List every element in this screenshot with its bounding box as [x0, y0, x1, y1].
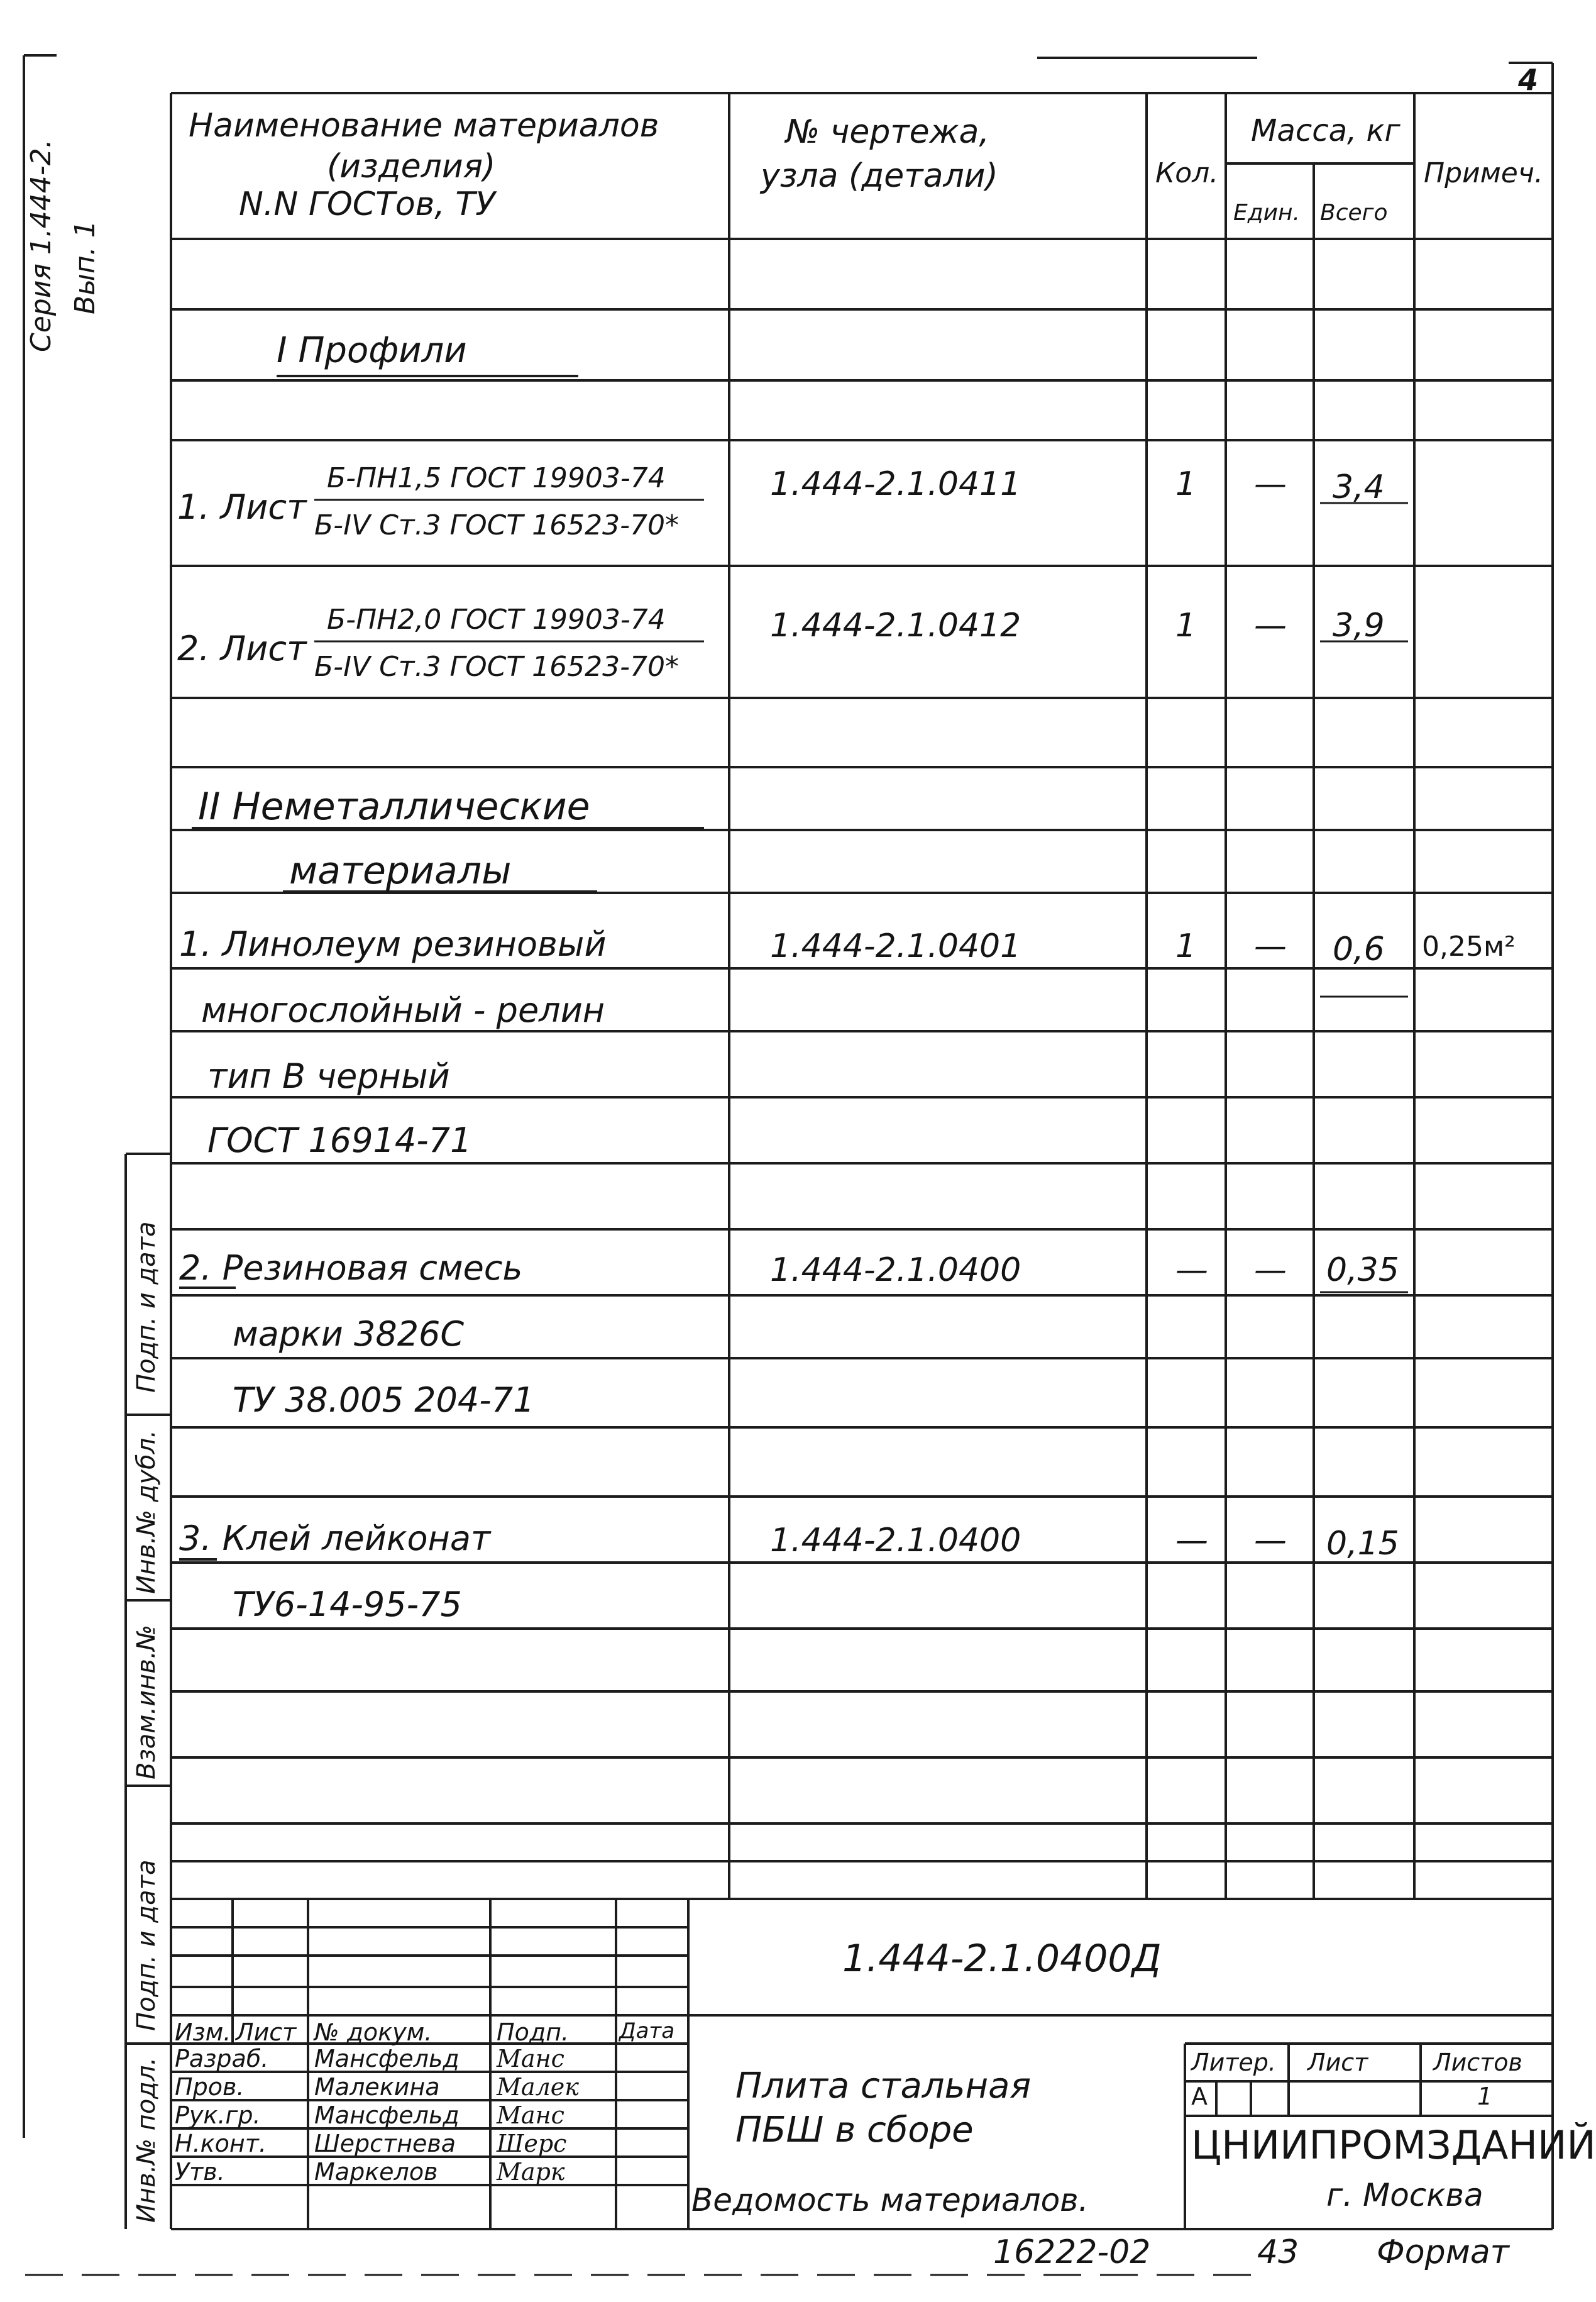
header-name-line1: Наименование материалов [189, 107, 659, 145]
footer-sheet: 43 [1257, 2233, 1299, 2271]
name-prov: Малекина [314, 2073, 440, 2101]
role-prov: Пров. [175, 2073, 245, 2101]
item-1-frac-top: Б-ПН1,5 ГОСТ 19903-74 [327, 462, 666, 494]
item-1-drawing: 1.444-2.1.0411 [770, 465, 1021, 503]
nonmetal-1-line1: 1. Линолеум резиновый [179, 924, 607, 964]
nonmetal-1-line2: многослойный - релин [201, 990, 605, 1030]
name-razrab: Мансфельд [314, 2045, 460, 2072]
item-2-prefix: 2. Лист [177, 629, 307, 668]
nonmetal-1-total: 0,6 [1333, 931, 1385, 968]
header-drawing-line1: № чертежа, [786, 113, 989, 151]
liter-label: Литер. [1191, 2049, 1276, 2076]
footer-format: Формат [1377, 2233, 1509, 2271]
name-utv: Маркелов [314, 2158, 438, 2186]
nonmetal-1-line4: ГОСТ 16914-71 [207, 1121, 472, 1160]
margin-podp-data-1: Подп. и дата [132, 1221, 161, 1393]
header-mass-unit: Един. [1233, 200, 1301, 226]
section-nonmetal-line1: II Неметаллические [198, 785, 590, 829]
item-2-frac-bottom: Б-IV Ст.3 ГОСТ 16523-70* [314, 651, 680, 683]
header-note: Примеч. [1424, 157, 1543, 189]
nonmetal-2-line3: ТУ 38.005 204-71 [233, 1380, 535, 1420]
nonmetal-1-unit: — [1254, 927, 1287, 965]
nonmetal-2-drawing: 1.444-2.1.0400 [770, 1251, 1021, 1289]
item-1-total: 3,4 [1333, 468, 1385, 506]
org-name: ЦНИИПРОМЗДАНИЙ [1191, 2122, 1596, 2168]
listov-label: Листов [1433, 2049, 1522, 2076]
margin-inv-podl: Инв.№ подл. [132, 2057, 161, 2223]
header-name-line3: N.N ГОСТов, ТУ [239, 185, 495, 223]
margin-inv-dubl: Инв.№ дубл. [132, 1430, 161, 1594]
nonmetal-3-drawing: 1.444-2.1.0400 [770, 1522, 1021, 1559]
page-number: 4 [1518, 63, 1539, 97]
nonmetal-2-qty: — [1175, 1251, 1208, 1289]
header-mass-total: Всего [1320, 200, 1388, 226]
nonmetal-1-line3: тип В черный [207, 1056, 450, 1096]
item-1-qty: 1 [1175, 465, 1197, 503]
nonmetal-2-line2: марки 3826С [233, 1314, 465, 1354]
nonmetal-3-qty: — [1175, 1522, 1208, 1559]
section-nonmetal-line2: материалы [289, 849, 512, 893]
role-razrab: Разраб. [175, 2045, 269, 2072]
item-1-unit: — [1254, 465, 1287, 503]
doc-code: 1.444-2.1.0400Д [842, 1937, 1162, 1981]
header-name-line2: (изделия) [327, 148, 496, 185]
title-line2: ПБШ в сборе [735, 2110, 974, 2150]
item-2-frac-top: Б-ПН2,0 ГОСТ 19903-74 [327, 604, 666, 636]
col-data: Дата [619, 2018, 675, 2044]
title-subtitle: Ведомость материалов. [691, 2182, 1089, 2218]
col-doc-no: № докум. [314, 2018, 432, 2046]
name-nkont: Шерстнева [314, 2130, 456, 2157]
item-1-prefix: 1. Лист [177, 487, 307, 527]
nonmetal-2-line1: 2. Резиновая смесь [179, 1248, 523, 1288]
item-2-drawing: 1.444-2.1.0412 [770, 607, 1021, 645]
margin-vzam-inv: Взам.инв.№ [132, 1624, 161, 1779]
nonmetal-3-unit: — [1254, 1522, 1287, 1559]
nonmetal-2-total: 0,35 [1326, 1251, 1399, 1289]
col-podp: Подп. [497, 2018, 570, 2046]
sign-prov: Малек [497, 2073, 579, 2101]
nonmetal-3-line2: ТУ6-14-95-75 [233, 1585, 462, 1624]
nonmetal-2-unit: — [1254, 1251, 1287, 1289]
item-1-frac-bottom: Б-IV Ст.3 ГОСТ 16523-70* [314, 509, 680, 541]
sign-nkont: Шерс [497, 2130, 567, 2157]
nonmetal-3-line1: 3. Клей лейконат [179, 1519, 491, 1558]
sign-ruk: Манс [497, 2101, 564, 2129]
header-qty: Кол. [1155, 157, 1219, 189]
role-ruk: Рук.гр. [175, 2101, 261, 2129]
list-label: Лист [1307, 2049, 1368, 2076]
footer-code: 16222-02 [993, 2233, 1151, 2271]
series-issue: Вып. 1 [69, 220, 101, 314]
series-label: Серия 1.444-2. [25, 139, 57, 352]
liter-value: А [1191, 2083, 1208, 2110]
listov-value: 1 [1477, 2083, 1493, 2110]
nonmetal-1-drawing: 1.444-2.1.0401 [770, 927, 1021, 965]
role-utv: Утв. [175, 2158, 225, 2186]
item-2-unit: — [1254, 607, 1287, 645]
sign-razrab: Манс [497, 2045, 564, 2072]
header-drawing-line2: узла (детали) [761, 157, 998, 195]
nonmetal-3-total: 0,15 [1326, 1525, 1399, 1563]
nonmetal-1-note: 0,25м² [1422, 931, 1516, 963]
item-2-total: 3,9 [1333, 607, 1385, 645]
sign-utv: Марк [497, 2158, 565, 2186]
section-profiles: I Профили [277, 330, 467, 371]
org-city: г. Москва [1326, 2177, 1483, 2213]
item-2-qty: 1 [1175, 607, 1197, 645]
header-mass: Масса, кг [1251, 113, 1401, 148]
col-izm: Изм. [175, 2018, 231, 2046]
margin-podp-data-2: Подп. и дата [132, 1859, 161, 2031]
name-ruk: Мансфельд [314, 2101, 460, 2129]
col-list: Лист [236, 2018, 297, 2046]
role-nkont: Н.конт. [175, 2130, 267, 2157]
nonmetal-1-qty: 1 [1175, 927, 1197, 965]
title-line1: Плита стальная [735, 2066, 1032, 2106]
